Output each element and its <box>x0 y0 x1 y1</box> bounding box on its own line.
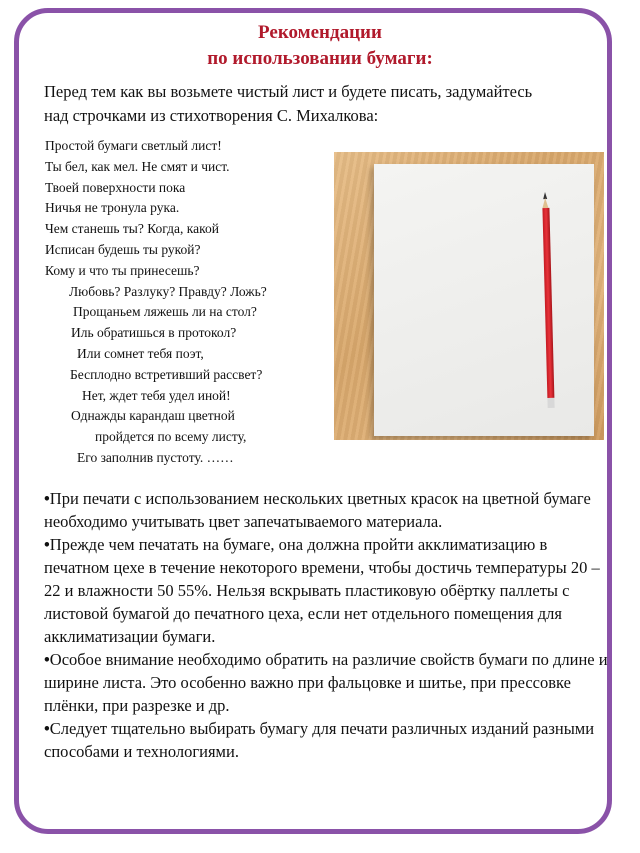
pencil-end <box>547 398 554 408</box>
pencil-wood-tip <box>542 198 548 208</box>
bullet-icon: • <box>44 719 50 738</box>
page-title <box>0 20 640 72</box>
poem-line: Любовь? Разлуку? Правду? Ложь? <box>69 283 267 299</box>
bullet-icon: • <box>44 535 50 554</box>
list-item-text: Прежде чем печатать на бумаге, она должна пройти акклиматизацию в печатном цехе в течение некоторого времени, чтобы достичь температуры 20 – 22 и влажности 50 55%. Нельзя вскрывать пластиковую обёртку паллеты с листовой бумагой до печатного цеха, если нет отдельного помещения для акклиматизации бумаги. <box>44 535 600 646</box>
list-item-text: Особое внимание необходимо обратить на различие свойств бумаги по длине и ширине листа. Это особенно важно при фальцовке и шитье, при прессовке плёнки, при разрезке и др. <box>44 650 608 715</box>
poem-line: Твоей поверхности пока <box>45 179 186 195</box>
list-item-text: Следует тщательно выбирать бумагу для печати различных изданий разными способами и технологиями. <box>44 719 595 761</box>
list-item <box>44 487 610 533</box>
poem-line: Его заполнив пустоту. …… <box>77 449 234 465</box>
poem-line: Ты бел, как мел. Не смят и чист. <box>45 158 230 174</box>
blank-paper-sheet <box>374 164 594 436</box>
poem-line: Бесплодно встретивший рассвет? <box>70 366 263 382</box>
list-item <box>44 533 610 648</box>
poem-line: пройдется по всему листу, <box>95 429 247 445</box>
poem-line: Или сомнет тебя поэт, <box>77 345 204 361</box>
poem-line: Нет, ждет тебя удел иной! <box>82 387 231 403</box>
intro-line-2: над строчками из стихотворения С. Михалкова: <box>44 106 379 125</box>
list-item <box>44 648 610 717</box>
poem-line: Кому и что ты принесешь? <box>45 262 200 278</box>
list-item <box>44 717 610 763</box>
bullet-icon: • <box>44 650 50 669</box>
poem-line: Ничья не тронула рука. <box>45 200 180 216</box>
poem-line: Однажды карандаш цветной <box>71 408 235 424</box>
poem-line: Прощаньем ляжешь ли на стол? <box>73 304 257 320</box>
paper-and-pencil-photo <box>334 152 604 440</box>
list-item-text: При печати с использованием нескольких цветных красок на цветной бумаге необходимо учитывать цвет запечатываемого материала. <box>44 489 591 531</box>
bullet-icon: • <box>44 489 50 508</box>
poem <box>45 136 345 469</box>
title-line-2: по использовании бумаги: <box>207 48 433 69</box>
poem-line: Чем станешь ты? Когда, какой <box>45 221 219 237</box>
intro-line-1: Перед тем как вы возьмете чистый лист и будете писать, задумайтесь <box>44 82 533 101</box>
title-line-1: Рекомендации <box>258 22 382 43</box>
poem-line: Исписан будешь ты рукой? <box>45 241 201 257</box>
poem-line: Простой бумаги светлый лист! <box>45 138 222 153</box>
poem-line: Иль обратишься в протокол? <box>71 325 237 341</box>
intro-text <box>44 80 604 128</box>
recommendations-list <box>44 487 610 763</box>
